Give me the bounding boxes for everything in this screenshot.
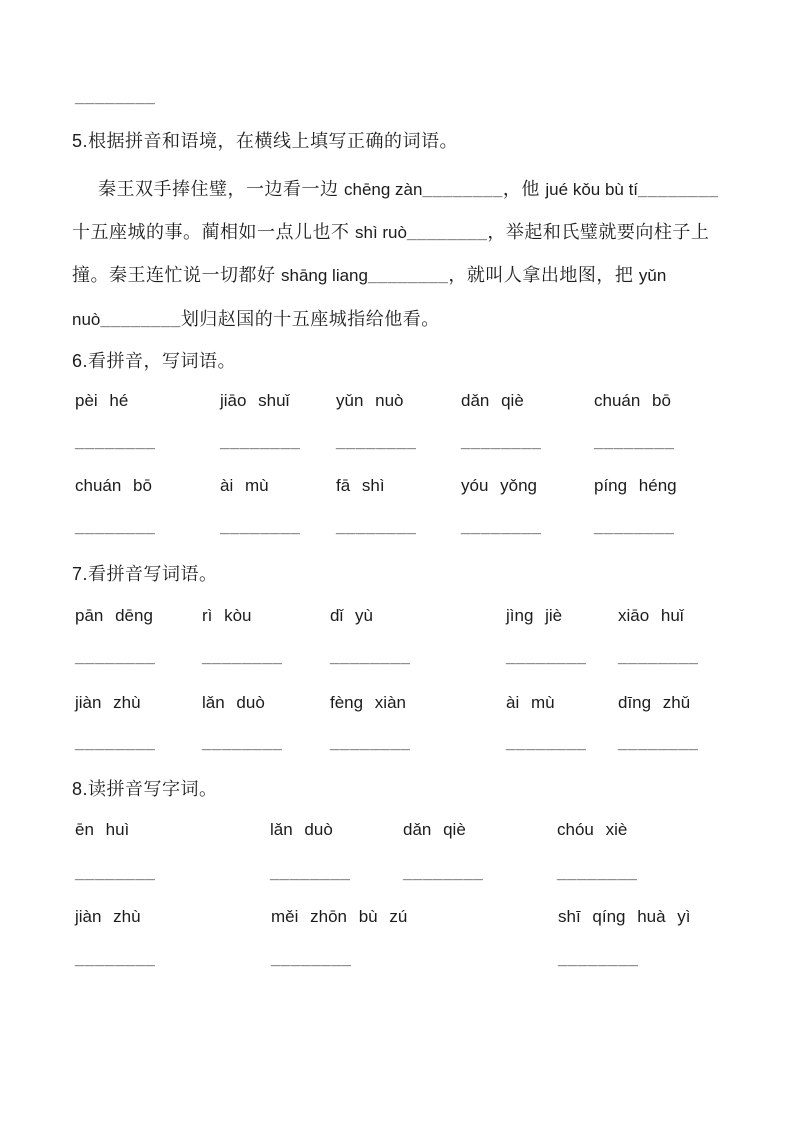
pinyin-word: lǎn duò (202, 693, 265, 712)
pinyin-word: chóu xiè (557, 820, 628, 839)
pinyin-word: ēn huì (75, 820, 130, 839)
pinyin-word: lǎn duò (270, 820, 333, 839)
pinyin-word: dǐ yù (330, 606, 373, 625)
q6-pinyin-row-1 (0, 388, 793, 414)
q5-paragraph-line-4 (72, 306, 763, 333)
pinyin-word: yóu yǒng (461, 476, 537, 495)
answer-blank: ________ (367, 266, 449, 285)
answer-blank: ________ (75, 647, 156, 666)
answer-blank: ________ (506, 733, 587, 752)
answer-blank: ________ (594, 432, 675, 451)
pinyin-word: jiàn zhù (75, 907, 141, 926)
q7-pinyin-row-2 (0, 690, 793, 716)
answer-blank: ________ (406, 223, 488, 242)
question-6-heading: 6.看拼音，写词语。 (72, 351, 237, 371)
answer-blank: ________ (461, 517, 542, 536)
pinyin-word: ài mù (220, 476, 269, 495)
answer-blank: ________ (100, 310, 181, 329)
question-5-heading: 5.根据拼音和语境，在横线上填写正确的词语。 (72, 131, 459, 151)
paragraph-text: 划归赵国的十五座城指给他看。 (180, 309, 440, 329)
paragraph-text: 秦王双手捧住璧，一边看一边 (98, 179, 344, 199)
q8-pinyin-row-1 (0, 817, 793, 843)
top-blank-line (0, 84, 793, 110)
answer-blank: ________ (75, 432, 156, 451)
pinyin-word: píng héng (594, 476, 677, 495)
q6-pinyin-row-2 (0, 473, 793, 499)
answer-blank: ________ (422, 180, 503, 199)
pinyin-word: chuán bō (594, 391, 671, 410)
q5-paragraph-line-1 (72, 176, 763, 203)
q7-answer-blanks-1 (0, 644, 793, 670)
q8-pinyin-row-2 (0, 904, 793, 930)
pinyin-word: fā shì (336, 476, 385, 495)
pinyin-word: chuán bō (75, 476, 152, 495)
answer-blank: ________ (330, 647, 411, 666)
pinyin-word: fèng xiàn (330, 693, 406, 712)
pinyin-text: jué kǒu bù tí (545, 180, 639, 199)
pinyin-text: shāng liang (281, 266, 368, 285)
pinyin-word: pān dēng (75, 606, 153, 625)
answer-blank: ________ (220, 517, 301, 536)
q7-pinyin-row-1 (0, 603, 793, 629)
answer-blank: ________ (202, 647, 283, 666)
q6-answer-blanks-1 (0, 429, 793, 455)
pinyin-word: shī qíng huà yì (558, 907, 691, 926)
q6-answer-blanks-2 (0, 514, 793, 540)
pinyin-word: jiāo shuǐ (220, 391, 290, 410)
answer-blank: ________ (75, 517, 156, 536)
pinyin-word: ài mù (506, 693, 555, 712)
q5-paragraph-line-3 (72, 262, 763, 289)
paragraph-text: ，举起和氏璧就要向柱子上 (487, 222, 710, 242)
pinyin-text: nuò (72, 310, 101, 329)
pinyin-text: chēng zàn (344, 180, 423, 199)
q8-answer-blanks-2 (0, 946, 793, 972)
pinyin-word: dǎn qiè (461, 391, 524, 410)
pinyin-word: xiāo huǐ (618, 606, 684, 625)
answer-blank: ________ (220, 432, 301, 451)
question-8-heading: 8.读拼音写字词。 (72, 779, 218, 799)
answer-blank: ________ (336, 517, 417, 536)
q5-paragraph-line-2 (72, 219, 763, 246)
answer-blank: ________ (270, 863, 351, 882)
paragraph-text: ，就叫人拿出地图，把 (448, 265, 639, 285)
pinyin-word: pèi hé (75, 391, 129, 410)
answer-blank: ________ (75, 949, 156, 968)
paragraph-text: ，他 (502, 179, 546, 199)
answer-blank: ________ (557, 863, 638, 882)
pinyin-word: měi zhōn bù zú (271, 907, 408, 926)
answer-blank: ________ (594, 517, 675, 536)
pinyin-word: yǔn nuò (336, 391, 404, 410)
pinyin-word: jìng jiè (506, 606, 563, 625)
answer-blank: ________ (618, 647, 699, 666)
paragraph-text: 十五座城的事。蔺相如一点儿也不 (72, 222, 355, 242)
pinyin-text: yǔn (638, 266, 667, 285)
answer-blank: ________ (75, 87, 156, 106)
answer-blank: ________ (506, 647, 587, 666)
q7-answer-blanks-2 (0, 730, 793, 756)
answer-blank: ________ (558, 949, 639, 968)
answer-blank: ________ (202, 733, 283, 752)
answer-blank: ________ (336, 432, 417, 451)
q8-answer-blanks-1 (0, 860, 793, 886)
pinyin-word: rì kòu (202, 606, 252, 625)
answer-blank: ________ (461, 432, 542, 451)
answer-blank: ________ (403, 863, 484, 882)
answer-blank: ________ (330, 733, 411, 752)
pinyin-word: dǎn qiè (403, 820, 466, 839)
paragraph-text: 撞。秦王连忙说一切都好 (72, 265, 281, 285)
answer-blank: ________ (75, 733, 156, 752)
question-7-heading: 7.看拼音写词语。 (72, 564, 218, 584)
pinyin-text: shì ruò (355, 223, 407, 242)
answer-blank: ________ (271, 949, 352, 968)
pinyin-word: dīng zhǔ (618, 693, 691, 712)
answer-blank: ________ (75, 863, 156, 882)
answer-blank: ________ (638, 180, 719, 199)
pinyin-word: jiàn zhù (75, 693, 141, 712)
answer-blank: ________ (618, 733, 699, 752)
